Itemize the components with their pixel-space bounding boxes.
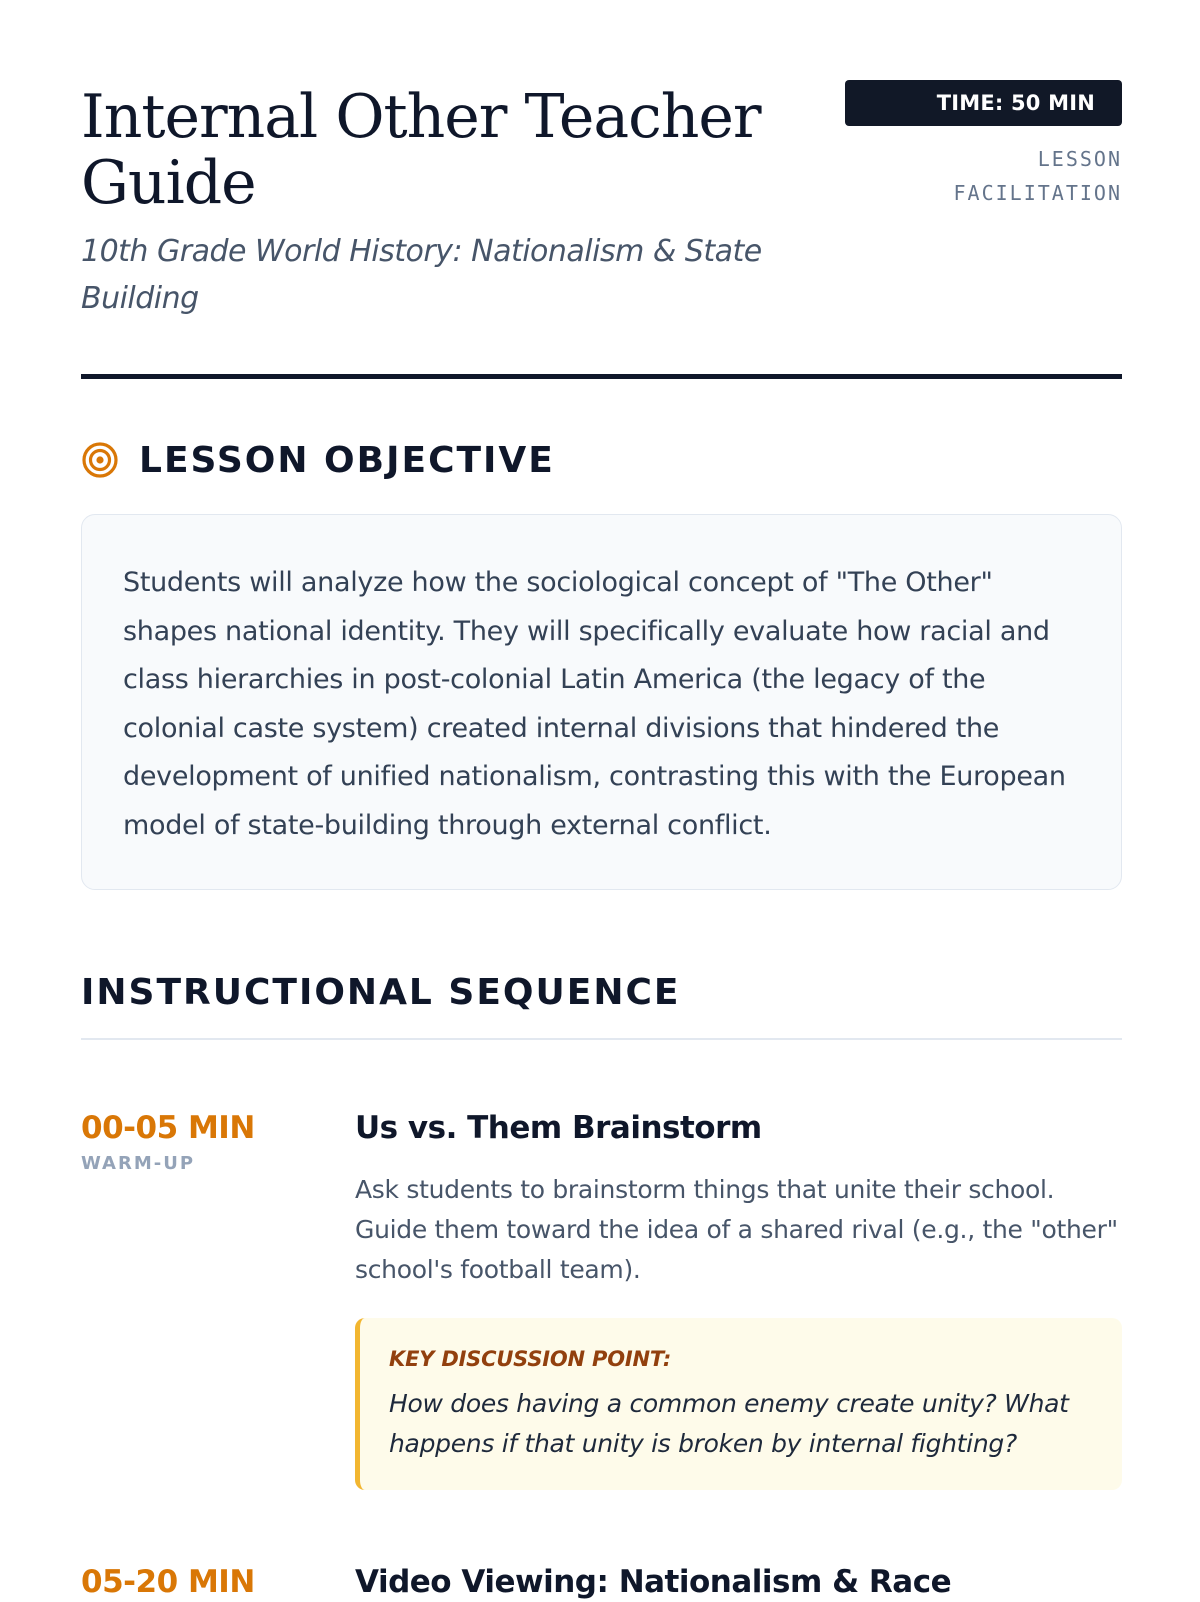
step-content	[355, 1108, 1122, 1490]
step-title: Video Viewing: Nationalism & Race	[355, 1564, 952, 1600]
objective-title: LESSON OBJECTIVE	[139, 439, 555, 481]
callout-label: KEY DISCUSSION POINT:	[389, 1347, 672, 1371]
teacher-guide-page	[81, 0, 1122, 1600]
step-time: 00-05 MIN	[81, 1110, 255, 1146]
objective-text: Students will analyze how the sociological concept of "The Other" shapes national identity. They will specifically evaluate how racial and class hierarchies in post-colonial Latin America (the legacy of the colonial caste system) created internal divisions that hindered the development of unified nationalism, contrasting this with the European model of state-building through external conflict.	[123, 567, 1066, 841]
step-title: Us vs. Them Brainstorm	[355, 1110, 762, 1146]
key-discussion-callout	[355, 1318, 1122, 1490]
time-badge: TIME: 50 MIN	[845, 80, 1122, 126]
target-icon	[81, 441, 119, 479]
step-content	[355, 1562, 1122, 1602]
header-divider	[81, 374, 1122, 379]
step-description: Ask students to brainstorm things that unite their school. Guide them toward the idea of a shared rival (e.g., the "other" school's football team).	[355, 1175, 1118, 1284]
step-time: 05-20 MIN	[81, 1564, 255, 1600]
sequence-title: INSTRUCTIONAL SEQUENCE	[81, 972, 681, 1013]
lesson-facilitation-label: LESSON FACILITATION	[953, 147, 1122, 205]
callout-text: How does having a common enemy create unity? What happens if that unity is broken by internal fighting?	[389, 1389, 1069, 1458]
page-subtitle: 10th Grade World History: Nationalism & State Building	[81, 234, 762, 316]
page-title: Internal Other Teacher Guide	[81, 82, 761, 218]
step-phase: WARM-UP	[81, 1153, 196, 1174]
objective-card	[81, 514, 1122, 890]
guide-header	[81, 78, 1122, 338]
sequence-divider	[81, 1038, 1122, 1040]
objective-heading	[81, 435, 555, 485]
